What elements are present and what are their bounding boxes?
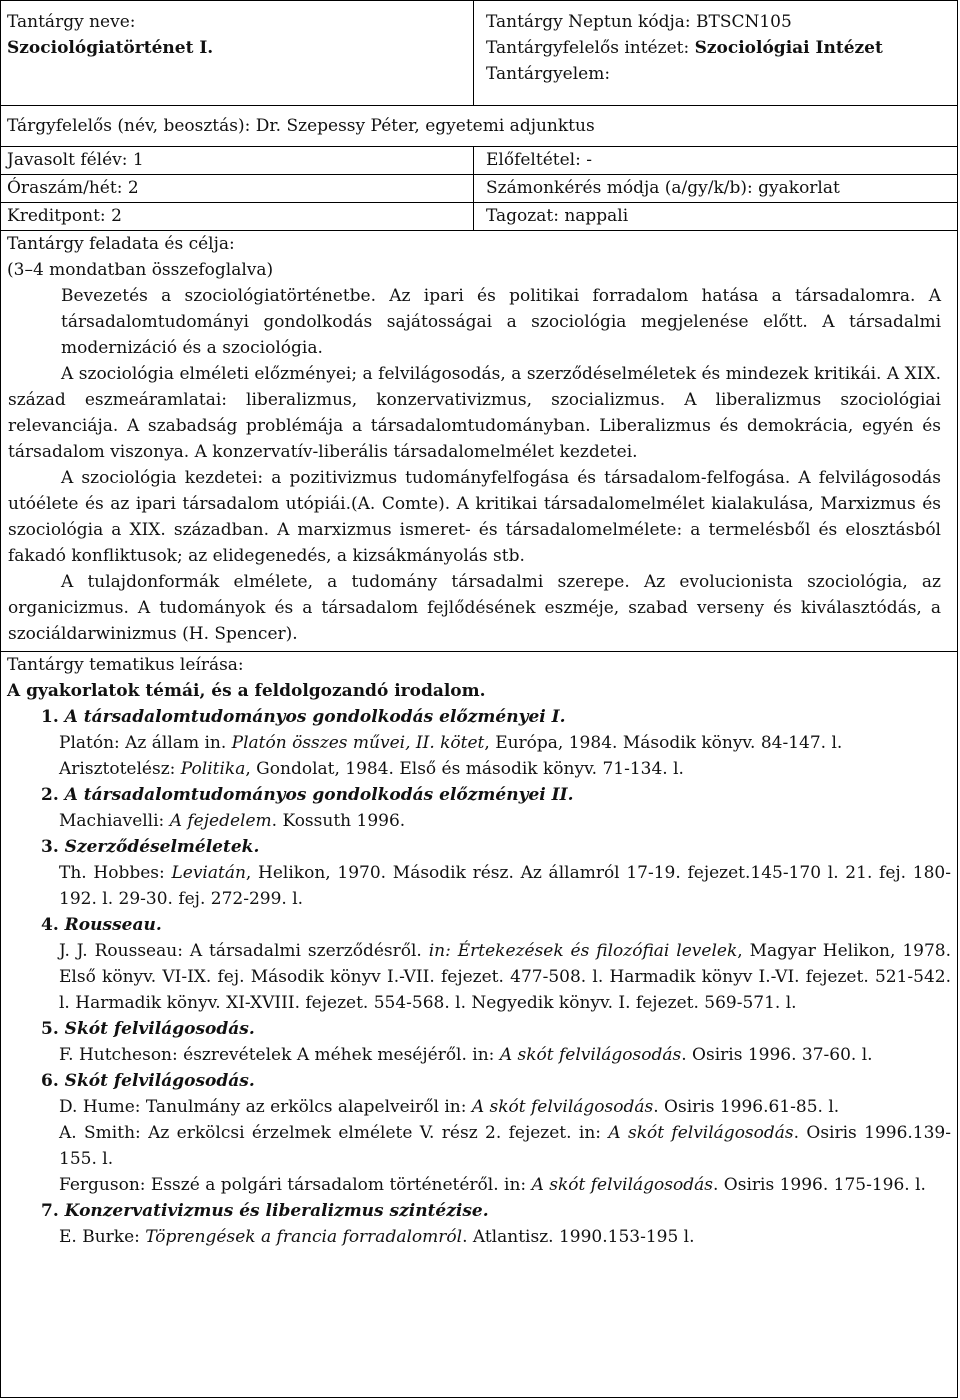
topic-number: 3. [41,837,65,857]
topic-number: 6. [41,1071,65,1091]
goal-cell [1,231,957,651]
neptun-code: Tantárgy Neptun kódja: BTSCN105 [486,12,792,32]
reference-title: A fejedelem [169,811,272,831]
reference-text: , Európa, 1984. Második könyv. 84-147. l. [484,733,843,753]
goal-paragraph: A tulajdonformák elmélete, a tudomány társadalmi szerepe. Az evolucionista szociológia, az organicizmus. A tudományok és a társadalom fejlődésének eszméje, szabad verseny és kiválasztódás, a szociáldarwinizmus (H. Spencer). [8,572,941,644]
topic-heading [41,834,951,860]
topic-number: 4. [41,915,65,935]
reference-text: . Osiris 1996. 37-60. l. [681,1045,873,1065]
course-element: Tantárgyelem: [486,64,611,84]
reference-text: D. Hume: Tanulmány az erkölcs alapelveiről in: [59,1097,472,1117]
reference-text: . Atlantisz. 1990.153-195 l. [462,1227,695,1247]
reference-title: in: Értekezések és filozófiai levelek [428,941,738,961]
goal-text [7,283,951,361]
topic-list [7,704,951,1250]
info-row-2 [1,175,957,203]
reference [41,730,951,756]
thematic-cell [1,652,957,1250]
prerequisite: Előfeltétel: - [486,150,592,170]
reference-text: Ferguson: Esszé a polgári társadalom történetéről. in: [59,1175,532,1195]
reference-text: Arisztotelész: [59,759,181,779]
institute [486,35,951,61]
info-row-1 [1,147,957,175]
reference [41,860,951,912]
reference [41,1172,951,1198]
institute-value: Szociológiai Intézet [694,38,883,58]
reference-title: A skót felvilágosodás [499,1045,682,1065]
reference [41,756,951,782]
reference-text: J. J. Rousseau: A társadalmi szerződésről. [59,941,429,961]
course-code-cell [474,1,957,105]
institute-label: Tantárgyfelelős intézet: [486,38,695,58]
topic-heading [41,782,951,808]
reference [41,1042,951,1068]
study-mode: Tagozat: nappali [486,206,629,226]
reference-text: . Osiris 1996.61-85. l. [653,1097,840,1117]
reference-text: , Magyar Helikon, 1978. Első könyv. VI-IX. fej. Második könyv I.-VII. fejezet. 477-508. l. Harmadik könyv I.-VI. fejezet. 521-542. l. Harmadik könyv. XI-XVIII. fejezet. 554-568. l. Negyedik könyv. I. fejezet. 569-571. l. [59,941,951,1013]
topic-title: Skót felvilágosodás. [64,1071,255,1091]
topic-number: 1. [41,707,65,727]
goal-paragraph: A szociológia kezdetei: a pozitivizmus tudományfelfogása és társadalom-felfogása. A felvilágosodás utóélete és az ipari társadalom utópiái.(A. Comte). A kritikai társadalomelmélet kialakulása, Marxizmus és szociológia a XIX. században. A marxizmus ismeret- és társadalomelmélete: a termelésből és elosztásból fakadó konfliktusok; az elidegenedés, a kizsákmányolás stb. [8,468,941,566]
goal-row [1,231,957,652]
reference-text: Machiavelli: [59,811,170,831]
topic-number: 2. [41,785,65,805]
reference [41,938,951,1016]
topic-title: A társadalomtudományos gondolkodás előzményei II. [64,785,574,805]
reference-text: F. Hutcheson: észrevételek A méhek meséjéről. in: [59,1045,500,1065]
header-row [1,1,957,106]
semester: Javasolt félév: 1 [1,147,474,174]
reference-text: E. Burke: [59,1227,146,1247]
responsible-row [1,106,957,147]
thematic-title: Tantárgy tematikus leírása: [7,655,244,675]
topic-title: Rousseau. [64,915,162,935]
reference [41,1094,951,1120]
goal-subtitle: (3–4 mondatban összefoglalva) [7,260,274,280]
topic-heading [41,1068,951,1094]
reference-title: Politika [180,759,246,779]
reference-text: . Osiris 1996.139-155. l. [59,1123,951,1169]
reference-text: A. Smith: Az erkölcsi érzelmek elmélete V. rész 2. fejezet. in: [59,1123,609,1143]
goal-title: Tantárgy feladata és célja: [7,234,235,254]
topic-title: Skót felvilágosodás. [64,1019,255,1039]
responsible: Tárgyfelelős (név, beosztás): Dr. Szepessy Péter, egyetemi adjunktus [7,116,595,136]
reference-text: . Osiris 1996. 175-196. l. [712,1175,926,1195]
reference-text: . Kossuth 1996. [271,811,406,831]
reference-text: Platón: Az állam in. [59,733,232,753]
topic-heading [41,912,951,938]
reference [41,808,951,834]
reference [41,1224,951,1250]
topic-number: 7. [41,1201,65,1221]
course-name-value: Szociológiatörténet I. [7,38,214,58]
weekly-hours: Óraszám/hét: 2 [1,175,474,202]
reference-title: A skót felvilágosodás [608,1123,794,1143]
course-name-cell [1,1,474,105]
topic-heading [41,1198,951,1224]
reference-title: Platón összes művei, II. kötet [231,733,485,753]
course-name-label: Tantárgy neve: [7,12,136,32]
goal-text-2 [7,361,951,647]
reference-text: , Helikon, 1970. Második rész. Az államról 17-19. fejezet.145-170 l. 21. fej. 180-192. l. 29-30. fej. 272-299. l. [59,863,951,909]
info-row-3 [1,203,957,231]
topic-heading [41,1016,951,1042]
reference-text: , Gondolat, 1984. Első és második könyv. 71-134. l. [245,759,684,779]
topic-number: 5. [41,1019,65,1039]
topic-title: A társadalomtudományos gondolkodás előzményei I. [64,707,566,727]
reference-title: Leviatán [171,863,246,883]
reference-title: A skót felvilágosodás [471,1097,654,1117]
goal-paragraph: Bevezetés a szociológiatörténetbe. Az ipari és politikai forradalom hatása a társadalomra. A társadalomtudományi gondolkodás sajátosságai a szociológia megjelenése előtt. A társadalmi modernizáció és a szociológia. [61,286,941,358]
thematic-subtitle: A gyakorlatok témái, és a feldolgozandó irodalom. [7,681,486,701]
reference-text: Th. Hobbes: [59,863,172,883]
topic-title: Szerződéselméletek. [64,837,260,857]
credits: Kreditpont: 2 [1,203,474,230]
exam-type: Számonkérés módja (a/gy/k/b): gyakorlat [486,178,840,198]
reference-title: A skót felvilágosodás [531,1175,713,1195]
topic-heading [41,704,951,730]
topic-title: Konzervativizmus és liberalizmus szintézise. [64,1201,489,1221]
reference [41,1120,951,1172]
goal-paragraph: A szociológia elméleti előzményei; a felvilágosodás, a szerződéselméletek és mindezek kritikái. A XIX. század eszmeáramlatai: liberalizmus, konzervativizmus, szocializmus. A liberalizmus szociológiai relevanciája. A szabadság problémája a társadalomtudományban. Liberalizmus és demokrácia, egyén és társadalom viszonya. A konzervatív-liberális társadalomelmélet kezdetei. [8,364,941,462]
reference-title: Töprengések a francia forradalomról [145,1227,463,1247]
